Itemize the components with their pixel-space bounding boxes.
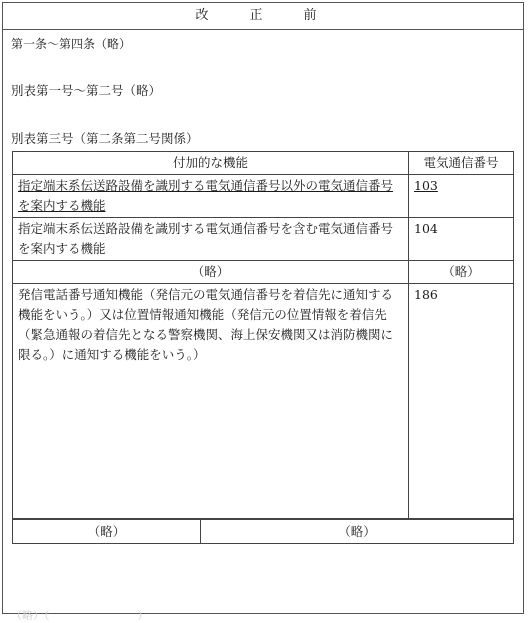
table-row	[13, 175, 514, 218]
row-function-cell: 発信電話番号通知機能（発信元の電気通信番号を着信先に通知する機能をいう。）又は位置情報通知機能（発信元の位置情報を着信先（緊急通報の着信先となる警察機関、海上保安機関又は消防機関に限る。）に通知する機能をいう。）	[13, 284, 409, 519]
header-number: 電気通信番号	[409, 152, 514, 175]
table-row	[13, 218, 514, 261]
row-number-cell: 104	[409, 218, 514, 261]
header-function: 付加的な機能	[13, 152, 409, 175]
row-number-cell: （略）	[409, 261, 514, 284]
row-number-cell: 186	[409, 284, 514, 519]
bottom-right-cell: （略）	[201, 520, 514, 544]
row-number-cell	[409, 175, 514, 218]
appendix-3-table	[12, 151, 514, 519]
row-number-text: 103	[414, 178, 438, 193]
appendix-1-2-text: 別表第一号～第二号（略）	[11, 83, 162, 98]
table-row	[13, 261, 514, 284]
appendix-3-heading: 別表第三号（第二条第二号関係）	[11, 131, 199, 146]
bottom-omitted-row	[12, 519, 514, 544]
articles-omitted-text: 第一条～第四条（略）	[11, 37, 132, 51]
document-frame	[2, 2, 524, 622]
table-row	[13, 284, 514, 519]
row-function-text: 指定端末系伝送路設備を識別する電気通信番号以外の電気通信番号を案内する機能	[18, 178, 394, 213]
row-function-cell: 指定端末系伝送路設備を識別する電気通信番号を含む電気通信番号を案内する機能	[13, 218, 409, 261]
row-function-cell: （略）	[13, 261, 409, 284]
faint-footer-text: （略）（ ）	[11, 609, 149, 622]
bottom-left-cell: （略）	[13, 520, 201, 544]
row-function-cell	[13, 175, 409, 218]
page-title: 改 正 前	[3, 3, 523, 30]
